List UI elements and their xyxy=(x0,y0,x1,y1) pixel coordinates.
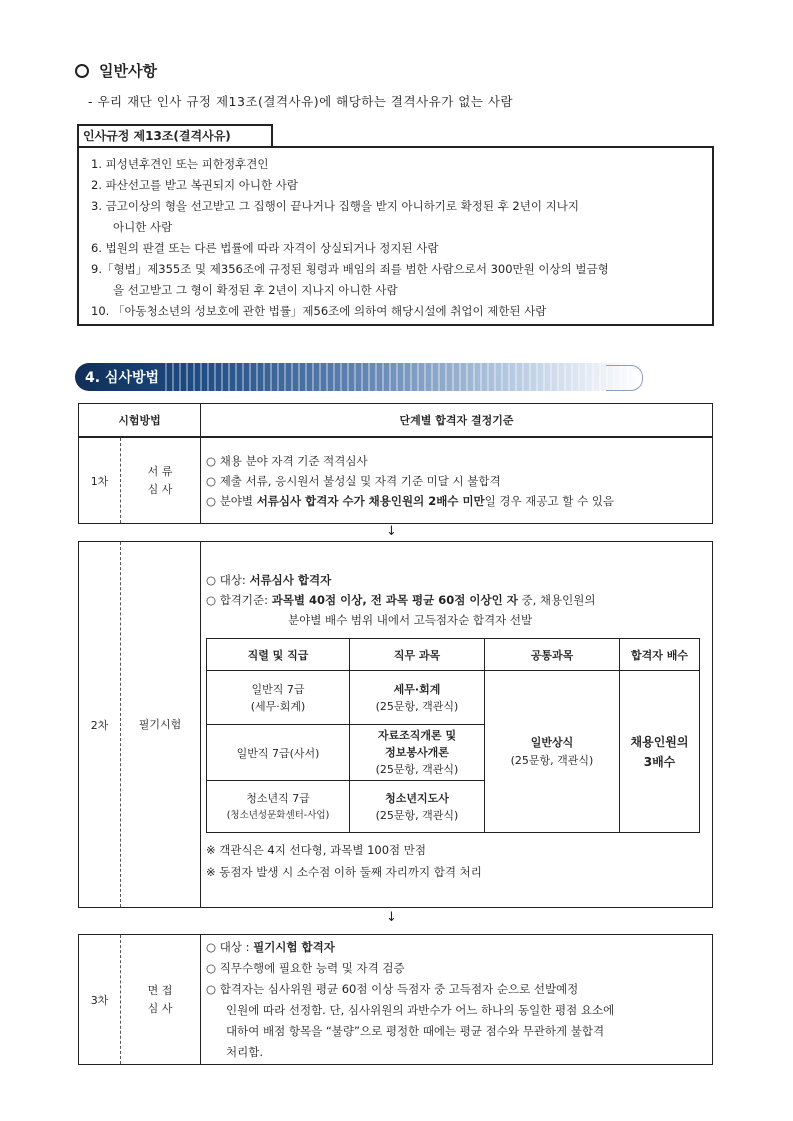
banner-end-decoration xyxy=(606,365,643,391)
stage3-method: 면 접 심 사 xyxy=(120,935,201,1064)
stage3-label: 3차 xyxy=(79,935,121,1064)
rule-item: 3. 금고이상의 형을 선고받고 그 집행이 끝나거나 집행을 받지 아니하기로 확정된 후 2년이 지나지 xyxy=(91,199,579,213)
rule-label: 인사규정 제13조(결격사유) xyxy=(77,124,273,146)
stage1-label: 1차 xyxy=(79,438,121,523)
table-row: 청소년직 7급 (청소년성문화센터-사업) 청소년지도사 (25문항, 객관식) xyxy=(207,781,700,833)
circle-bullet-icon xyxy=(75,64,89,78)
note: ※ 객관식은 4지 선다형, 과목별 100점 만점 xyxy=(206,843,427,857)
stage1-line-emphasis: ○ 분야별 서류심사 합격자 수가 채용인원의 2배수 미만일 경우 재공고 할 수 있음 xyxy=(206,494,615,508)
rule-item-continued: 아니한 사람 xyxy=(113,220,173,234)
stage2-method: 필기시험 xyxy=(120,542,201,907)
stage2-pass-criteria-cont: 분야별 배수 범위 내에서 고득점자순 합격자 선발 xyxy=(288,613,533,627)
stage3-target: ○ 대상 : 필기시험 합격자 xyxy=(206,940,335,954)
general-title: 일반사항 xyxy=(99,62,157,80)
banner-stripes xyxy=(165,363,635,391)
table-row: 일반직 7급 (세무·회계) 세무·회계 (25문항, 객관식) 일반상식 (25문항, 객관식) 채용인원의 3배수 xyxy=(207,671,700,725)
stage3-row xyxy=(78,934,713,1065)
note: ※ 동점자 발생 시 소수점 이하 둘째 자리까지 합격 처리 xyxy=(206,865,482,879)
stage2-criteria xyxy=(200,542,712,883)
general-intro: - 우리 재단 인사 규정 제13조(결격사유)에 해당하는 결격사유가 없는 사람 xyxy=(88,94,514,109)
col-subject: 직무 과목 xyxy=(350,639,485,671)
stage3-line: 대하여 배점 항목을 “불량”으로 평정한 때에는 평균 점수와 무관하게 불합격 xyxy=(226,1024,605,1038)
method-header-table xyxy=(78,403,713,437)
rule-item: 6. 법원의 판결 또는 다른 법률에 따라 자격이 상실되거나 정지된 사람 xyxy=(91,241,439,255)
header-criteria: 단계별 합격자 결정기준 xyxy=(201,404,713,437)
stage2-label: 2차 xyxy=(79,542,121,907)
rule-box xyxy=(77,146,714,326)
table-row: 일반직 7급(사서) 자료조직개론 및 정보봉사개론 (25문항, 객관식) xyxy=(207,725,700,781)
stage3-criteria xyxy=(200,935,712,1063)
arrow-down-icon: ↓ xyxy=(386,910,397,925)
general-section-title xyxy=(75,60,157,81)
stage1-line: ○ 채용 분야 자격 기준 적격심사 xyxy=(206,454,368,468)
stage3-line: ○ 합격자는 심사위원 평균 60점 이상 득점자 중 고득점자 순으로 선발예정 xyxy=(206,982,579,996)
stage1-criteria xyxy=(200,438,712,511)
stage3-line: 처리함. xyxy=(226,1045,263,1059)
arrow-down-icon: ↓ xyxy=(386,524,397,539)
header-method: 시험방법 xyxy=(79,404,201,437)
stage2-target: ○ 대상: 서류심사 합격자 xyxy=(206,573,332,587)
col-multiple: 합격자 배수 xyxy=(620,639,700,671)
col-grade: 직렬 및 직급 xyxy=(207,639,350,671)
stage3-line: 인원에 따라 선정함. 단, 심사위원의 과반수가 어느 하나의 동일한 평점 요소에 xyxy=(226,1003,615,1017)
stage2-pass-criteria: ○ 합격기준: 과목별 40점 이상, 전 과목 평균 60점 이상인 자 중, 채용인원의 xyxy=(206,593,596,607)
rule-item: 2. 파산선고를 받고 복권되지 아니한 사람 xyxy=(91,178,298,192)
section-title: 4. 심사방법 xyxy=(85,370,160,386)
section-banner xyxy=(75,363,641,391)
stage3-line: ○ 직무수행에 필요한 능력 및 자격 검증 xyxy=(206,961,405,975)
rule-item: 9.「형법」제355조 및 제356조에 규정된 횡령과 배임의 죄를 범한 사람으로서 300만원 이상의 벌금형 xyxy=(91,262,609,276)
rule-item: 10. 「아동청소년의 성보호에 관한 법률」제56조에 의하여 해당시설에 취업이 제한된 사람 xyxy=(91,304,547,318)
stage1-method: 서 류 심 사 xyxy=(120,438,201,523)
common-subject-cell: 일반상식 (25문항, 객관식) xyxy=(485,671,620,833)
exam-subject-table xyxy=(206,638,700,833)
col-common: 공통과목 xyxy=(485,639,620,671)
stage2-notes xyxy=(206,839,712,883)
rule-item-continued: 을 선고받고 그 형이 확정된 후 2년이 지나지 아니한 사람 xyxy=(113,283,398,297)
multiple-cell: 채용인원의 3배수 xyxy=(620,671,700,833)
stage2-row xyxy=(78,541,713,908)
stage1-line: ○ 제출 서류, 응시원서 불성실 및 자격 기준 미달 시 불합격 xyxy=(206,474,501,488)
rule-item: 1. 피성년후견인 또는 피한정후견인 xyxy=(91,157,269,171)
stage1-row xyxy=(78,437,713,524)
